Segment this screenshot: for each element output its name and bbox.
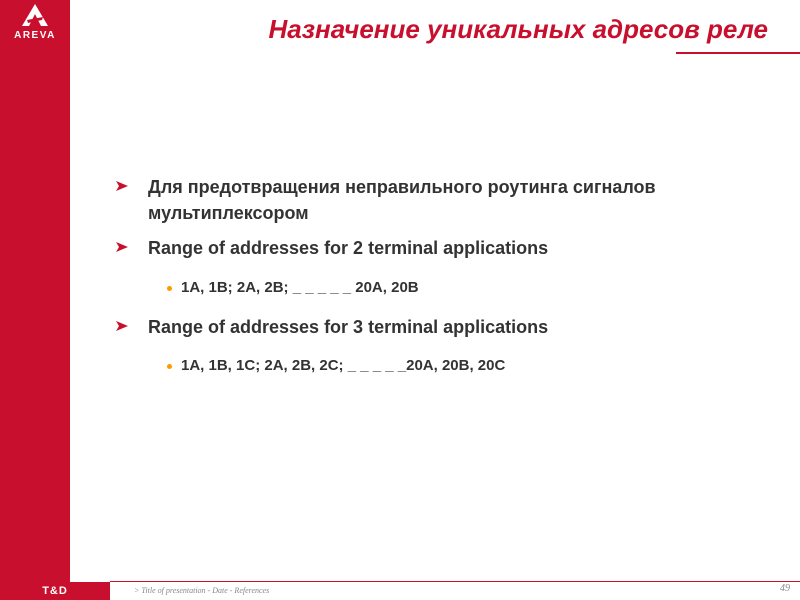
sub-bullet-dot: [167, 286, 172, 291]
footer-text: > Title of presentation - Date - References: [134, 586, 270, 595]
division-label: T&D: [0, 582, 110, 600]
page-number: 49: [780, 583, 790, 594]
bullet-3: Range of addresses for 3 terminal applications: [148, 317, 549, 337]
slide-title: Назначение уникальных адресов реле: [268, 14, 768, 44]
bullet-1: Для предотвращения неправильного роутинга сигналов мультиплексором: [148, 177, 656, 223]
sub-bullet-dot: [167, 364, 172, 369]
footer-rule: [110, 581, 800, 582]
logo-wordmark: AREVA: [14, 30, 56, 41]
bullet-arrow-icon: [116, 241, 128, 253]
sub-bullet-3: 1A, 1B, 1C; 2A, 2B, 2C; _ _ _ _ _20A, 20B, 20C: [181, 357, 506, 374]
bullet-arrow-icon: [116, 320, 128, 332]
bullet-2: Range of addresses for 2 terminal applications: [148, 238, 549, 258]
bullet-arrow-icon: [116, 180, 128, 192]
sub-bullet-2: 1A, 1B; 2A, 2B; _ _ _ _ _ 20A, 20B: [181, 279, 419, 296]
